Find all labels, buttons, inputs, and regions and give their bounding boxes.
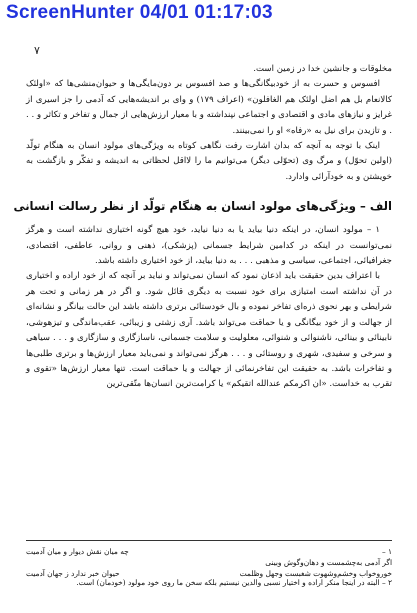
screenhunter-watermark: ScreenHunter 04/01 01:17:03: [6, 2, 273, 23]
footnote-1-hemistich-3: خوروخواب وخشم‌وشهوت شغبست وجهل وظلمت: [239, 569, 392, 578]
footnote-1-hemistich-4: حیوان خبر ندارد ز جهان آدمیت: [26, 569, 120, 578]
footnote-2: ۲ – البته در اینجا منکر اراده و اختیار نسبی والدین نیستیم بلکه سخن ما روی خود مولود (خودمان) است.: [76, 578, 392, 587]
footnote-divider: [26, 540, 392, 541]
footnote-1-number: ۱ –: [381, 547, 392, 556]
document-body: [13, 62, 392, 393]
paragraph-intro-end: مخلوقات و جانشین خدا در زمین است.: [253, 64, 392, 74]
paragraph-acknowledgement: با اعتراف بدین حقیقت باید اذعان نمود که انسان نمی‌تواند و نباید بر آنچه که از خود اراده و اختیاری در آن نداشته است امتیازی برای خود نسبت به دیگری قائل شود. و اگر در هر زمانی و تحت هر شرایطی و بهر نحوی ذره‌ای تفاخر نموده و بال خودستائی برتری داشته باشد این حالت بیانگر و نشانه‌ای از جهالت و از خود بیگانگی و یا حماقت می‌تواند باشد. آری زشتی و زیبائی، عقب‌ماندگی و تیزهوشی، نابینائی و بینائی، ناشنوائی و شنوائی، معلولیت و سلامت جسمانی، ناسازگاری و سازگاری و . . . سیاهی و سرخی و سفیدی، شهری و روستائی و . . . هرگز نمی‌تواند و نمی‌باید معیار ارزش‌ها و برتری طلبی‌ها و تفاخرات باشد. به حقیقت این تفاخرنمائی از جهالت و یا حماقت است. تنها معیار ارزش‌ها «تقوی و تقرب به خداست. «ان اکرمکم عندالله اتقیکم» یا کرامت‌ترین انسان‌ها متّقی‌ترین: [26, 271, 392, 390]
paragraph-point-one: ۱ – مولود انسان، در اینکه دنیا بیاید یا به دنیا نیاید، خود هیچ گونه اختیاری نداشته است و هرگز نمی‌توانست در اینکه در کدامین شرایط جسمانی (پزشکی)، ذهنی و روانی، عاطفی، اقتصادی، جغرافیائی، اجتماعی، سیاسی و مذهبی . . . به دنیا بیاید، از خود اختیاری داشته باشد.: [26, 225, 392, 267]
page-number: ۷: [34, 44, 40, 57]
paragraph-lament: افسوس و حسرت به از خودبیگانگی‌ها و صد افسوس بر دون‌مایگی‌ها و حیوان‌منشی‌ها که «اولئک کالانعام بل هم اضل اولئک هم الغافلون» (اعراف ۱۷۹) و وای بر اندیشه‌هایی که آدمی را جز اسیری از غرایز و نیازهای مادی و اقتصادی و اجتماعی نپنداشته و با معیار ارزش‌هایی از جمال و تفاخر و تکاثر و . . . و تازیدن برای نیل به «رفاه» او را نمی‌بینند.: [26, 79, 392, 136]
footnote-1-verse-line-1: [26, 546, 392, 568]
footnote-1-hemistich-2: چه میان نقش دیوار و میان آدمیت: [26, 547, 129, 556]
footnote-1-hemistich-1: اگر آدمی به‌چشمست و دهان‌وگوش وبینی: [265, 558, 392, 567]
paragraph-transition: اینک با توجه به آنچه که بدان اشارت رفت نگاهی کوتاه به ویژگی‌های مولود انسان به هنگام تولّد (اولین تحوّل) و مرگ وی (تحوّلی دیگر) می‌توانیم ما را لااقل لحظاتی به اندیشه و تفکّر و بازگشت به خویشتن و به خودآرائی وادارد.: [26, 141, 392, 182]
section-heading: الف – ویژگی‌های مولود انسان به هنگام تولّد از نظر رسالت انسانی: [13, 199, 392, 214]
footnote-1: [26, 546, 392, 579]
